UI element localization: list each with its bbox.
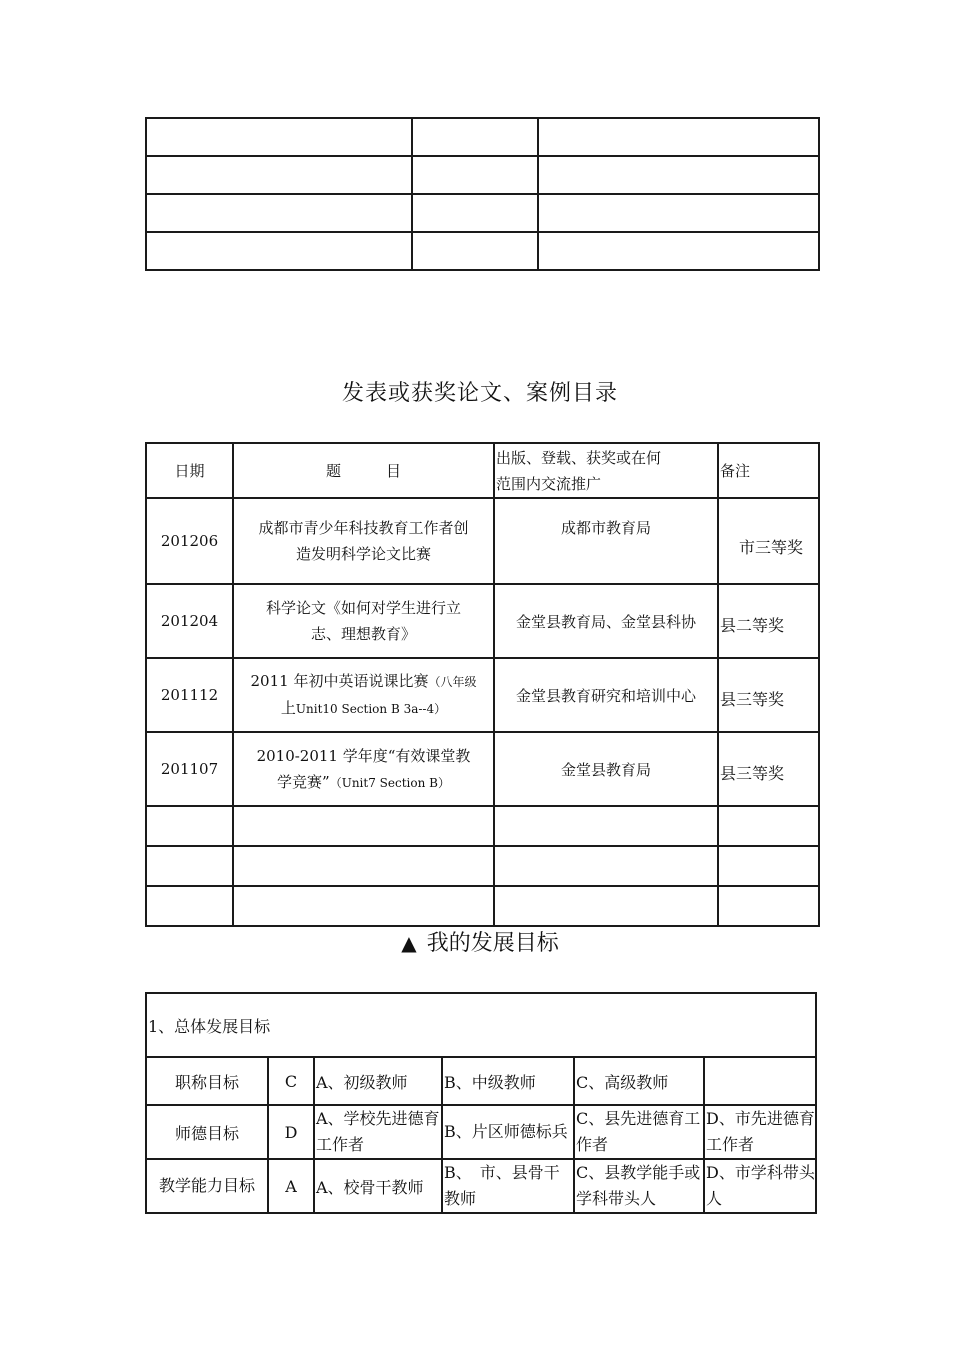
- section-row: [146, 993, 816, 1057]
- goal-choice[interactable]: A: [268, 1159, 314, 1213]
- table-cell[interactable]: [233, 886, 494, 926]
- header-topic: [233, 443, 494, 498]
- table-cell[interactable]: [538, 156, 819, 194]
- goal-option-a: A、初级教师: [314, 1057, 442, 1105]
- row-note: 市三等奖: [718, 498, 819, 584]
- goals-title-text: 我的发展目标: [426, 931, 559, 956]
- row-topic: [233, 732, 494, 806]
- header-date-text: 日期: [174, 462, 205, 480]
- goal-label: 教学能力目标: [146, 1159, 268, 1213]
- row-note: 县三等奖: [718, 732, 819, 806]
- table-cell[interactable]: [538, 232, 819, 270]
- topic-line1: 2011 年初中英语说课比赛: [250, 672, 429, 690]
- row-date: 201107: [146, 732, 233, 806]
- table-row: [146, 498, 819, 584]
- goal-row: [146, 1159, 816, 1213]
- table-cell[interactable]: [718, 846, 819, 886]
- empty-row: [146, 846, 819, 886]
- row-topic: [233, 498, 494, 584]
- table-cell[interactable]: [412, 118, 538, 156]
- table-cell[interactable]: [538, 118, 819, 156]
- row-publisher: 金堂县教育局、金堂县科协: [494, 584, 718, 658]
- table-row: [146, 194, 819, 232]
- table-cell[interactable]: [494, 806, 718, 846]
- table-cell[interactable]: [146, 232, 412, 270]
- goal-choice[interactable]: C: [268, 1057, 314, 1105]
- topic-line2: 上: [280, 699, 296, 717]
- row-publisher: 成都市教育局: [494, 498, 718, 584]
- goal-option-d: D、市先进德育工作者: [704, 1105, 816, 1159]
- table-cell[interactable]: [146, 806, 233, 846]
- goal-option-d: D、市学科带头人: [704, 1159, 816, 1213]
- table-cell[interactable]: [146, 846, 233, 886]
- section-title: 1、总体发展目标: [146, 993, 816, 1057]
- header-publish-line1: 出版、登载、获奖或在何: [496, 448, 662, 467]
- header-date: [146, 443, 233, 498]
- table-cell[interactable]: [146, 156, 412, 194]
- topic-line2: 造发明科学论文比赛: [295, 545, 431, 563]
- row-note: 县三等奖: [718, 658, 819, 732]
- header-publish: [494, 443, 718, 498]
- row-date: 201112: [146, 658, 233, 732]
- topic-line1: 科学论文《如何对学生进行立: [265, 599, 461, 617]
- table-cell[interactable]: [494, 846, 718, 886]
- table-row: [146, 156, 819, 194]
- header-note-text: 备注: [720, 462, 751, 480]
- table-cell[interactable]: [494, 886, 718, 926]
- header-publish-line2: 范围内交流推广: [496, 474, 602, 493]
- table-cell[interactable]: [233, 806, 494, 846]
- goals-table: [145, 992, 817, 1214]
- triangle-icon: ▲: [401, 931, 417, 955]
- table-cell[interactable]: [233, 846, 494, 886]
- goal-row: [146, 1057, 816, 1105]
- table-row: [146, 584, 819, 658]
- row-date: 201206: [146, 498, 233, 584]
- goal-option-a: A、学校先进德育工作者: [314, 1105, 442, 1159]
- empty-row: [146, 806, 819, 846]
- table-cell[interactable]: [718, 806, 819, 846]
- table-row: [146, 118, 819, 156]
- empty-row: [146, 886, 819, 926]
- table-row: [146, 232, 819, 270]
- table-cell[interactable]: [412, 232, 538, 270]
- goals-title: [0, 926, 960, 957]
- topic-line2: 学竞赛”: [277, 772, 330, 791]
- table-header-row: [146, 443, 819, 498]
- goal-option-b: B、中级教师: [442, 1057, 574, 1105]
- papers-title: 发表或获奖论文、案例目录: [341, 381, 618, 406]
- table-row: [146, 732, 819, 806]
- goal-label: 师德目标: [146, 1105, 268, 1159]
- row-publisher: 金堂县教育研究和培训中心: [494, 658, 718, 732]
- goal-option-a: A、校骨干教师: [314, 1159, 442, 1213]
- papers-table: [145, 442, 820, 927]
- row-date: 201204: [146, 584, 233, 658]
- topic-line1-small: （八年级: [428, 675, 477, 689]
- topic-line1: 成都市青少年科技教育工作者创: [258, 519, 469, 537]
- row-publisher: 金堂县教育局: [494, 732, 718, 806]
- goal-option-b: B、 市、县骨干教师: [442, 1159, 574, 1213]
- header-note: [718, 443, 819, 498]
- topic-line2-small: Unit10 Section B 3a--4）: [295, 702, 447, 716]
- goal-option-c: C、高级教师: [574, 1057, 704, 1105]
- goal-row: [146, 1105, 816, 1159]
- table-cell[interactable]: [146, 886, 233, 926]
- top-empty-table: [145, 117, 820, 271]
- topic-line1: 2010-2011 学年度“有效课堂教: [256, 746, 471, 765]
- topic-line2: 志、理想教育》: [310, 625, 416, 643]
- topic-line2-small: （Unit7 Section B）: [329, 775, 450, 790]
- row-topic: [233, 584, 494, 658]
- row-note: 县二等奖: [718, 584, 819, 658]
- table-cell[interactable]: [146, 118, 412, 156]
- table-cell[interactable]: [538, 194, 819, 232]
- header-topic-text: 题 目: [325, 462, 401, 480]
- goal-option-c: C、县教学能手或学科带头人: [574, 1159, 704, 1213]
- goal-label: 职称目标: [146, 1057, 268, 1105]
- goal-option-d: [704, 1057, 816, 1105]
- table-cell[interactable]: [412, 156, 538, 194]
- goal-option-b: B、片区师德标兵: [442, 1105, 574, 1159]
- table-cell[interactable]: [718, 886, 819, 926]
- goal-choice[interactable]: D: [268, 1105, 314, 1159]
- table-cell[interactable]: [412, 194, 538, 232]
- row-topic: [233, 658, 494, 732]
- table-cell[interactable]: [146, 194, 412, 232]
- goal-option-c: C、县先进德育工作者: [574, 1105, 704, 1159]
- table-row: [146, 658, 819, 732]
